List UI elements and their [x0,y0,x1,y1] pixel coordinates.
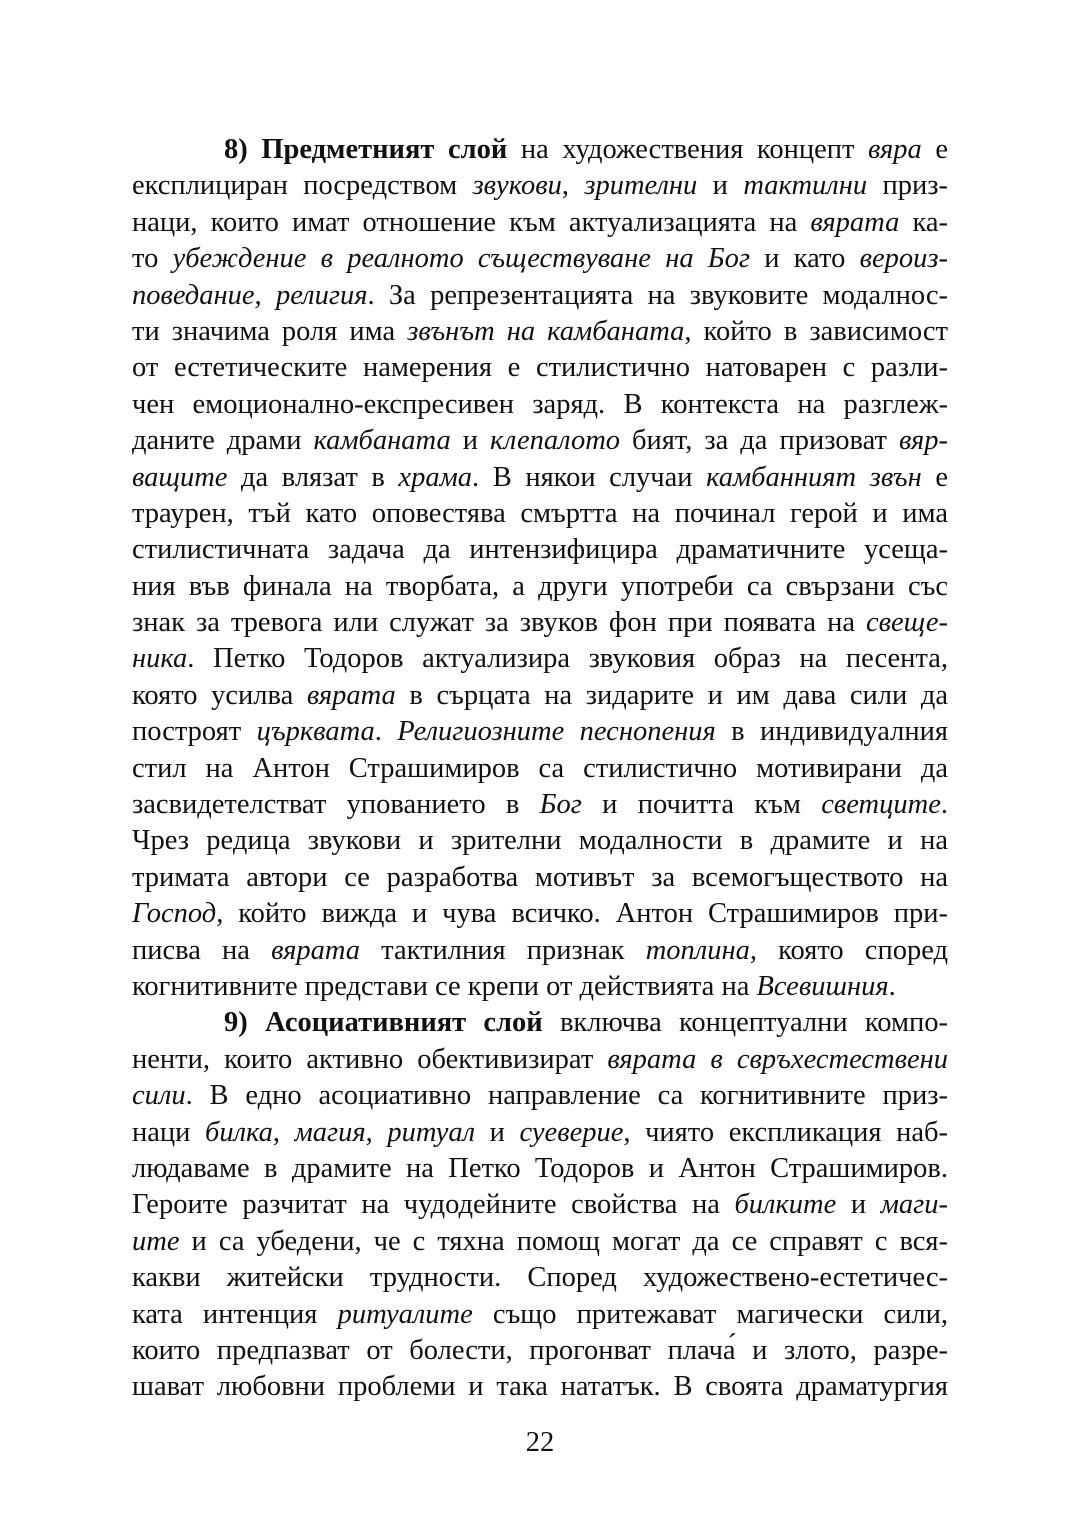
emphasis-text: топлина [645,934,750,966]
text-line [132,641,948,677]
text-span: ката интенция [132,1298,338,1330]
emphasis-text: ритуалите [337,1298,473,1330]
emphasis-text: зрителни [584,170,698,202]
text-span: да влязат в [227,461,399,493]
text-span: приз- [867,170,948,202]
text-span: то [132,243,173,275]
text-span: и [475,1116,520,1148]
text-span: наци [132,1116,205,1148]
emphasis-text: камбаната [313,425,451,457]
text-line [132,460,948,496]
text-line [132,1042,948,1078]
text-line [132,241,948,277]
text-span: които предпазват от болести, прогонват плача́ и злото, разре- [132,1334,948,1366]
text-span: е [921,134,948,165]
text-span: людаваме в драмите на Петко Тодоров и Антон Страшимиров. [132,1152,948,1184]
text-line [132,787,948,823]
text-line [132,1260,948,1296]
text-span: включва концептуални компо- [542,1007,948,1039]
text-span: . В едно асоциативно направление са когнитивните приз- [185,1080,948,1112]
text-line [132,969,948,1005]
text-span: построят [132,716,257,748]
emphasis-text: светците [821,789,941,821]
text-span: в сърцата на зидарите и им дава сили да [395,679,948,711]
text-span: стил на Антон Страшимиров са стилистично мотивирани да [132,752,948,784]
section-heading: 9) Асоциативният слой [224,1007,543,1039]
text-span: ния във финала на творбата, а други употреби са свързани със [132,570,948,602]
emphasis-text: Господ [132,898,217,930]
emphasis-text: храма [398,461,473,493]
text-span: тримата автори се разработва мотивът за всемогъществото на [132,861,948,893]
text-span: Героите разчитат на чудодейните свойства на [132,1189,735,1221]
emphasis-text: вярата [306,679,396,711]
emphasis-text: звънът на камбаната [407,315,685,347]
text-line [132,751,948,787]
emphasis-text: ритуал [387,1116,476,1148]
text-line [132,1187,948,1223]
text-span: наци, които имат отношение към актуализацията на [132,206,811,238]
emphasis-text: ващите [132,461,228,493]
text-line [132,896,948,932]
text-span: , който вижда и чува всичко. Антон Страшимиров при- [216,898,948,930]
emphasis-text: сили [132,1080,186,1112]
text-line [132,714,948,750]
emphasis-text: поведание, религия [132,279,368,311]
text-span: на художествения концепт [507,134,869,165]
text-line [132,532,948,568]
text-span: чен емоционално-експресивен заряд. В контекста на разглеж- [132,388,948,420]
emphasis-text: магия [294,1116,366,1148]
text-span: от естетическите намерения е стилистично натоварен с разли- [132,352,948,384]
text-line [132,933,948,969]
text-span: , [365,1116,388,1148]
text-line [132,823,948,859]
text-span: . За репрезентацията на звуковите модалнос- [367,279,948,311]
emphasis-text: тактилни [743,170,868,202]
text-span: и като [750,243,860,275]
emphasis-text: ника [132,643,188,675]
text-span: също притежават магически сили, [472,1298,948,1330]
text-span: , [561,170,585,202]
text-span: . Петко Тодоров актуализира звуковия образ на песента, [187,643,948,675]
text-line [132,1369,948,1405]
text-span: Чрез редица звукови и зрителни модалности в драмите и на [132,825,948,857]
text-span: и [450,425,490,457]
text-span: е [921,461,948,493]
text-span: в индивидуалния [715,716,948,748]
emphasis-text: камбанният звън [706,461,922,493]
text-span: . В някои случаи [472,461,707,493]
emphasis-text: маги- [880,1189,948,1221]
emphasis-text: билките [734,1189,837,1221]
text-line [132,168,948,204]
text-span: траурен, тъй като оповестява смъртта на починал герой и има [132,497,948,529]
text-span: какви житейски трудности. Според художествено-естетичес- [132,1262,948,1294]
emphasis-text: вярата в свръхестествени [607,1043,948,1075]
body-text [132,132,948,1406]
emphasis-text: Религиозните песнопения [397,716,716,748]
emphasis-text: суеверие [519,1116,624,1148]
text-span: и почитта към [581,789,822,821]
text-line [132,1297,948,1333]
emphasis-text: свеще- [865,607,948,639]
text-span: писва на [132,934,272,966]
text-line [132,1115,948,1151]
text-span: стилистичната задача да интензифицира драматичните усеща- [132,534,948,566]
text-span: , чиято експликация наб- [623,1116,948,1148]
text-line [132,860,948,896]
text-line [132,350,948,386]
emphasis-text: клепалото [489,425,621,457]
text-line [132,423,948,459]
text-line [132,496,948,532]
emphasis-text: вярата [271,934,361,966]
text-span: експлициран посредством [132,170,473,202]
text-span: знак за тревога или служат за звуков фон при появата на [132,607,866,639]
text-line [132,278,948,314]
emphasis-text: вероиз- [859,243,948,275]
text-line [132,205,948,241]
emphasis-text: убеждение в реалното съществуване на Бог [172,243,750,275]
text-line [132,387,948,423]
text-line [132,678,948,714]
emphasis-text: Бог [539,789,582,821]
emphasis-text: звукови [472,170,562,202]
text-span: шават любовни проблеми и така нататък. В своята драматургия [132,1371,948,1403]
text-span: и са убедени, че с тяхна помощ могат да се справят с вся- [179,1225,948,1257]
text-span: . [940,789,948,821]
emphasis-text: църквата [256,716,375,748]
emphasis-text: вярата [810,206,900,238]
text-line [132,1224,948,1260]
emphasis-text: ите [132,1225,180,1257]
text-span: , който в зависимост [684,315,948,347]
section-heading: 8) Предметният слой [224,134,508,165]
emphasis-text: Всевишния [756,970,889,1002]
emphasis-text: вяр- [899,425,948,457]
text-span: която усилва [132,679,307,711]
text-span: когнитивните представи се крепи от действията на [132,970,757,1002]
text-line [132,314,948,350]
text-span: даните драми [132,425,314,457]
text-line [132,569,948,605]
text-span: засвидетелстват упованието в [132,789,540,821]
text-span: . [374,716,398,748]
emphasis-text: вяра [868,134,922,165]
text-span: ненти, които активно обективизират [132,1043,608,1075]
page-number: 22 [525,1427,555,1458]
text-line [132,1333,948,1369]
text-span: и [697,170,744,202]
text-span: . [888,970,896,1002]
text-line [132,1151,948,1187]
text-line [132,1078,948,1114]
document-page [132,132,948,1406]
text-line [132,132,948,168]
text-span: ти значима роля има [132,315,408,347]
text-span: , [272,1116,295,1148]
text-span: бият, за да призоват [620,425,899,457]
text-span: , която според [749,934,948,966]
text-span: и [836,1189,881,1221]
text-span: тактилния признак [360,934,646,966]
text-span: ка- [899,206,948,238]
text-line [132,605,948,641]
text-line [132,1005,948,1041]
emphasis-text: билка [204,1116,273,1148]
